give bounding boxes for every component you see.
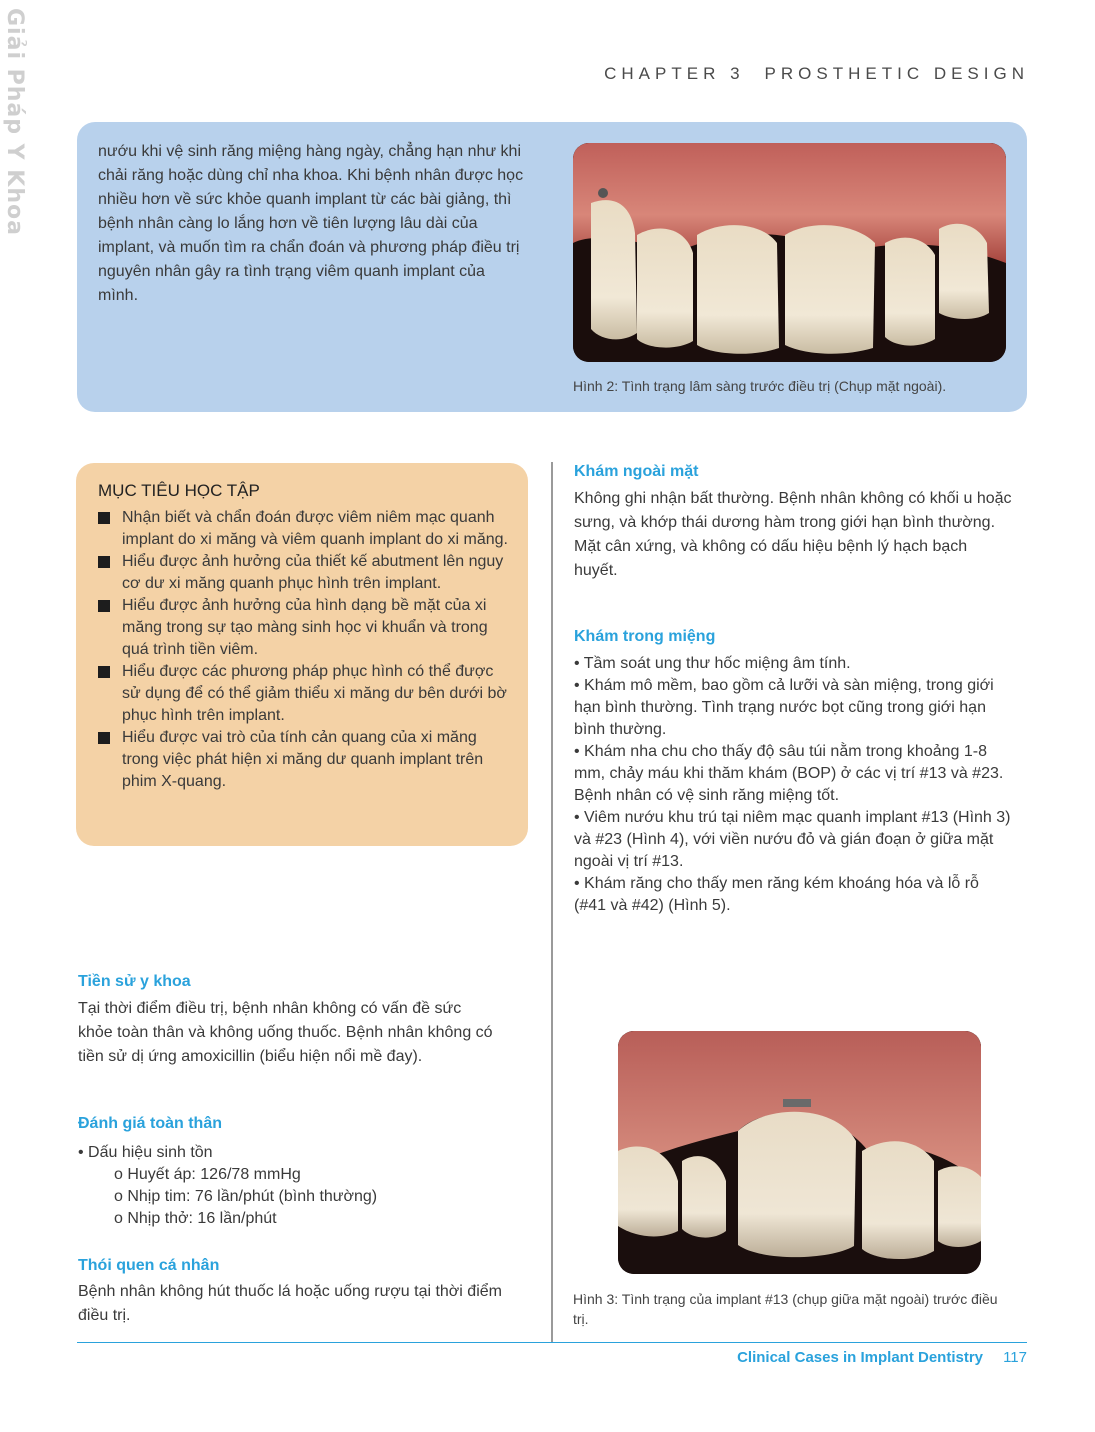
objective-item: Hiểu được ảnh hưởng của hình dạng bề mặt của xi măng trong sự tạo màng sinh học vi khuẩn và trong quá trình tiền viêm. xyxy=(98,595,513,661)
case-intro-text: nướu khi vệ sinh răng miệng hàng ngày, chẳng hạn như khi chải răng hoặc dùng chỉ nha khoa. Khi bệnh nhân được học nhiều hơn về sức khỏe quanh implant từ các bài giảng, thì bệnh nhân càng lo lắng hơn về tiên lượng lâu dài của implant, và muốn tìm ra chẩn đoán và phương pháp điều trị nguyên nhân gây ra tình trạng viêm quanh implant của mình. xyxy=(98,143,524,304)
chapter-header xyxy=(604,64,1029,84)
objective-item: Hiểu được vai trò của tính cản quang của xi măng trong việc phát hiện xi măng dư quanh implant trên phim X-quang. xyxy=(98,727,513,793)
vital-item: o Nhịp thở: 16 lần/phút xyxy=(114,1210,277,1227)
intraoral-item: • Viêm nướu khu trú tại niêm mạc quanh implant #13 (Hình 3) và #23 (Hình 4), với viền nướu đỏ và gián đoạn ở giữa mặt ngoài vị trí #13. xyxy=(574,809,1011,870)
learning-objectives-title: MỤC TIÊU HỌC TẬP xyxy=(98,481,260,500)
extraoral-heading: Khám ngoài mặt xyxy=(574,463,699,480)
square-bullet-icon xyxy=(98,600,110,612)
intraoral-item: • Khám nha chu cho thấy độ sâu túi nằm trong khoảng 1-8 mm, chảy máu khi thăm khám (BOP) ở các vị trí #13 và #23. Bệnh nhân có vệ sinh răng miệng tốt. xyxy=(574,743,1004,804)
figure-3-caption: Hình 3: Tình trạng của implant #13 (chụp giữa mặt ngoài) trước điều trị. xyxy=(573,1291,998,1327)
chapter-title: PROSTHETIC DESIGN xyxy=(764,64,1029,83)
book-title: Clinical Cases in Implant Dentistry xyxy=(737,1349,983,1366)
intraoral-item: • Khám mô mềm, bao gồm cả lưỡi và sàn miệng, trong giới hạn bình thường. Tình trạng nước bọt cũng trong giới hạn bình thường. xyxy=(574,677,994,738)
vitals-label: • Dấu hiệu sinh tồn xyxy=(78,1144,213,1161)
intraoral-heading: Khám trong miệng xyxy=(574,628,716,645)
footer-rule xyxy=(77,1342,1027,1343)
medical-history-heading: Tiền sử y khoa xyxy=(78,973,191,990)
objective-item: Hiểu được ảnh hưởng của thiết kế abutment lên nguy cơ dư xi măng quanh phục hình trên implant. xyxy=(98,551,513,595)
figure-2-caption: Hình 2: Tình trạng lâm sàng trước điều trị (Chụp mặt ngoài). xyxy=(573,378,947,394)
square-bullet-icon xyxy=(98,512,110,524)
vital-item: o Huyết áp: 126/78 mmHg xyxy=(114,1166,301,1183)
intraoral-item: • Khám răng cho thấy men răng kém khoáng hóa và lỗ rỗ (#41 và #42) (Hình 5). xyxy=(574,875,979,914)
chapter-number: CHAPTER 3 xyxy=(604,64,745,83)
figure-2-photo xyxy=(573,143,1006,362)
objective-item: Nhận biết và chẩn đoán được viêm niêm mạc quanh implant do xi măng và viêm quanh implant do xi măng. xyxy=(98,507,513,551)
vital-item: o Nhịp tim: 76 lần/phút (bình thường) xyxy=(114,1188,378,1205)
vitals-list xyxy=(78,1142,377,1230)
learning-objectives-list xyxy=(98,507,513,793)
medical-history-text: Tại thời điểm điều trị, bệnh nhân không có vấn đề sức khỏe toàn thân và không uống thuốc. Bệnh nhân không có tiền sử dị ứng amoxicillin (biểu hiện nổi mề đay). xyxy=(78,1000,493,1065)
objective-item: Hiểu được các phương pháp phục hình có thể được sử dụng để có thể giảm thiểu xi măng dư bên dưới bờ phục hình trên implant. xyxy=(98,661,513,727)
systemic-heading: Đánh giá toàn thân xyxy=(78,1115,222,1132)
square-bullet-icon xyxy=(98,556,110,568)
habits-text: Bệnh nhân không hút thuốc lá hoặc uống rượu tại thời điểm điều trị. xyxy=(78,1283,502,1324)
intraoral-list xyxy=(574,653,1014,917)
square-bullet-icon xyxy=(98,732,110,744)
intraoral-item: • Tầm soát ung thư hốc miệng âm tính. xyxy=(574,655,851,672)
figure-3-photo xyxy=(618,1031,981,1274)
extraoral-text: Không ghi nhận bất thường. Bệnh nhân không có khối u hoặc sưng, và khớp thái dương hàm trong giới hạn bình thường. Mặt cân xứng, và không có dấu hiệu bệnh lý hạch bạch huyết. xyxy=(574,490,1012,579)
page-number: 117 xyxy=(1003,1349,1027,1366)
watermark: Giải Pháp Y Khoa xyxy=(2,8,27,236)
habits-heading: Thói quen cá nhân xyxy=(78,1257,220,1274)
column-divider xyxy=(551,462,553,1342)
square-bullet-icon xyxy=(98,666,110,678)
